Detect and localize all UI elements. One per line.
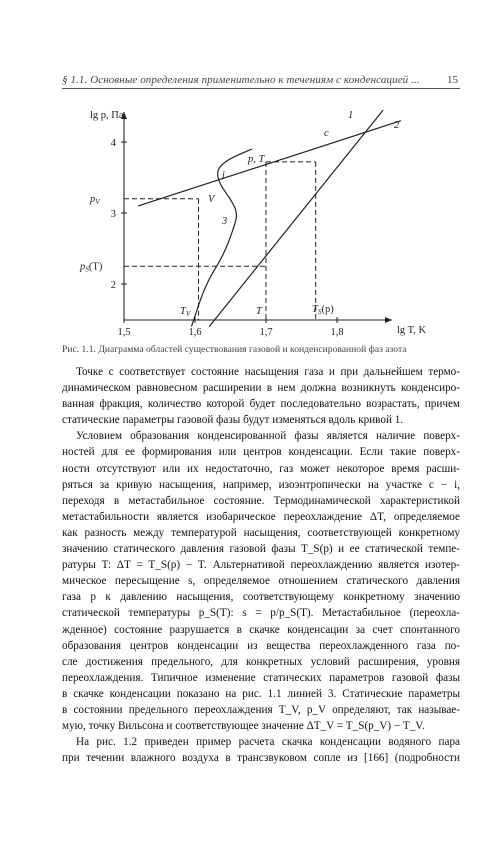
TV-label: TV [180, 306, 191, 318]
TS-label: TS(p) [312, 304, 334, 316]
text-line: мую, точку Вильсона и соответствующее значение ΔT_V = T_S(p_V) − T_V. [62, 720, 425, 733]
x-tick-label: 1,7 [259, 327, 273, 338]
text-line: газа p к давлению насыщения, соответствующему конкретному значению [62, 591, 460, 604]
text-line: значению статического давления газовой фазы T_S(p) и ее статической темпе- [62, 543, 460, 556]
series-line-1 [209, 110, 383, 327]
text-line: ностей для ее формирования или центров конденсации. Если такие поверх- [62, 446, 460, 459]
curve-2-label: 2 [394, 120, 400, 131]
body-text [62, 364, 460, 766]
text-line: ванная фракция, количество которой будет последовательно возрастать, причем [62, 398, 460, 411]
V-label: V [208, 194, 215, 205]
series-line-2 [138, 121, 401, 206]
text-line: образования центров конденсации из вещества переохлажденного газа по- [62, 639, 460, 652]
header-rule [62, 88, 460, 89]
text-line: ряться за кривую насыщения, например, изоэнтропически на участке c − i, [62, 478, 460, 491]
pS-label: pS(T) [80, 261, 103, 274]
y-tick-label: 2 [110, 280, 116, 291]
x-tick-label: 1,6 [188, 327, 202, 338]
text-line: при течении влажного воздуха в трансзвуковом сопле из [166] (подробности [62, 752, 460, 765]
text-line: в скачке конденсации показано на рис. 1.1 линией 3. Статические параметры [62, 687, 460, 700]
text-line: Условием образования конденсированной фазы является наличие поверх- [76, 430, 460, 443]
text-line: в состоянии предельного переохлаждения T_V, p_V определяют, так называе- [62, 703, 460, 716]
phase-diagram-figure [62, 104, 462, 340]
text-line: сле достижения предельного, для конкретных условий расширения, уровня [62, 655, 460, 668]
x-tick-label: 1,5 [117, 327, 131, 338]
y-tick-label: 4 [110, 138, 116, 149]
text-line: динамическом равновесном расширении в нем должна возникнуть конденсиро- [62, 382, 460, 395]
text-line: переохлаждения. Типичное изменение статических параметров газовой фазы [62, 671, 460, 684]
curve-3-label: 3 [222, 216, 228, 227]
phase-diagram-svg [62, 104, 462, 340]
running-header [62, 71, 460, 89]
text-line: мическое пересыщение s, определяемое отношением статического давления [62, 575, 460, 588]
text-line: На рис. 1.2 приведен пример расчета скачка конденсации водяного пара [76, 736, 460, 749]
text-line: статические параметры газовой фазы будут изменяться вдоль кривой 1. [62, 414, 404, 427]
curve-1-label: 1 [348, 110, 354, 121]
text-line: ности отсутствуют или их недостаточно, газ может некоторое время расши- [62, 462, 460, 475]
page-number: 15 [447, 74, 458, 86]
x-axis-arrow [385, 317, 392, 323]
plot-layer [79, 110, 426, 338]
text-line: жденное) состояние разрушается в скачке конденсации за счет спонтанного [62, 623, 460, 636]
text-line: Точке c соответствует состояние насыщения газа и при дальнейшем термо- [76, 366, 460, 378]
T-label: T [256, 306, 262, 317]
header-title: § 1.1. Основные определения применительно к течениям с конденсацией ... [62, 74, 420, 86]
y-axis-label: lg p, Па [90, 110, 124, 121]
text-line: метастабильности является изобарическое переохлаждение ΔT, определяемое [62, 510, 460, 523]
pT-label: p, T [248, 154, 265, 165]
c-label: c [324, 128, 329, 139]
pV-label: pV [90, 193, 100, 206]
text-line: как разность между температурой насыщения, соответствующей конкретному [62, 526, 460, 539]
text-line: переходя в метастабильное состояние. Термодинамической характеристикой [62, 494, 460, 507]
x-tick-label: 1,8 [330, 327, 344, 338]
text-line: статической температуры p_S(T): s = p/p_S(T). Метастабильное (переохла- [62, 607, 460, 620]
y-tick-label: 3 [110, 209, 116, 220]
text-line: ратуры T: ΔT = T_S(p) − T. Альтернативой переохлаждению является изотер- [62, 559, 460, 572]
i-label: i [222, 170, 225, 181]
figure-caption: Рис. 1.1. Диаграмма областей существования газовой и конденсированной фаз азота [62, 344, 407, 355]
x-axis-label: lg T, K [397, 325, 427, 336]
